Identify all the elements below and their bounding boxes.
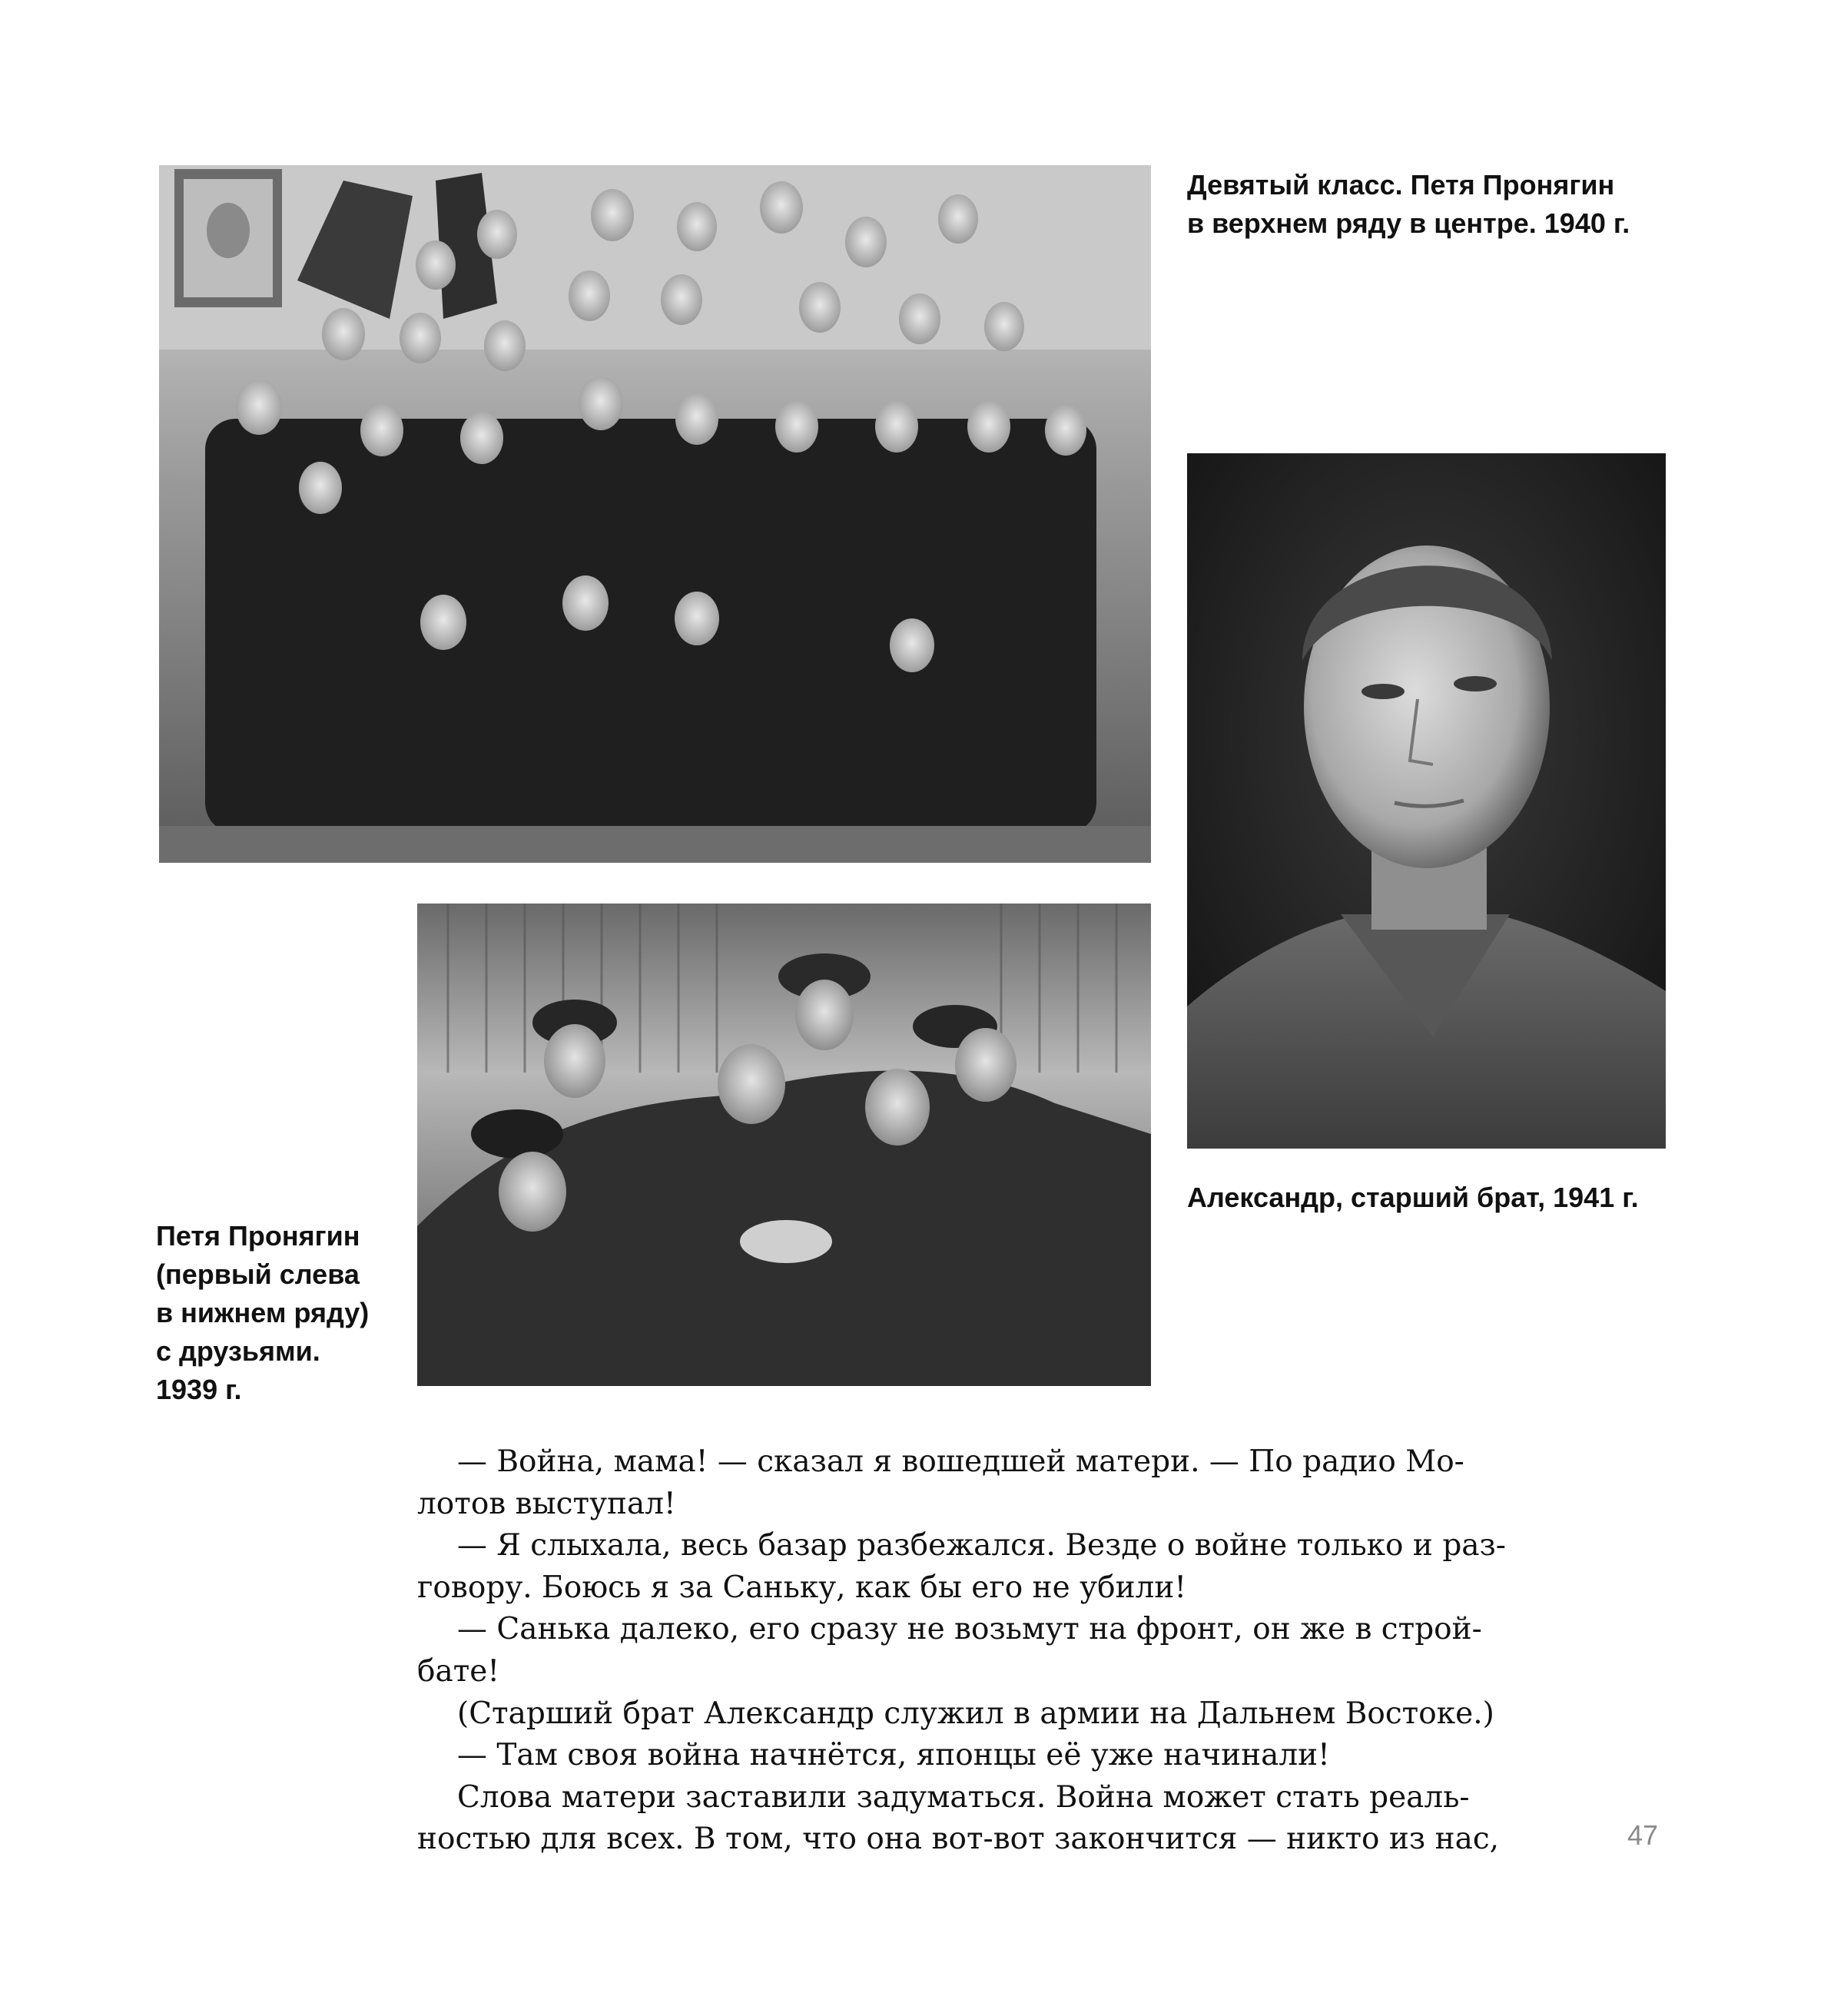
class-group-photo	[159, 165, 1151, 863]
caption-line: Александр, старший брат, 1941 г.	[1187, 1182, 1639, 1213]
page-number: 47	[1627, 1819, 1659, 1851]
caption-line: (первый слева	[156, 1258, 360, 1290]
body-text	[417, 1441, 1506, 1861]
caption-line: Петя Пронягин	[156, 1220, 360, 1252]
caption-line: в нижнем ряду)	[156, 1297, 370, 1328]
body-line: ностью для всех. В том, что она вот-вот закончится — никто из нас,	[417, 1822, 1500, 1857]
caption-line: с друзьями.	[156, 1335, 320, 1367]
body-line: — Санька далеко, его сразу не возьмут на фронт, он же в строй-	[457, 1612, 1482, 1647]
body-line: Слова матери заставили задуматься. Война может стать реаль-	[457, 1779, 1470, 1815]
brother-portrait-caption	[1187, 1179, 1639, 1217]
caption-line: в верхнем ряду в центре. 1940 г.	[1187, 207, 1630, 239]
body-line: говору. Боюсь я за Саньку, как бы его не убили!	[417, 1570, 1187, 1605]
body-line: — Я слыхала, весь базар разбежался. Везде о войне только и раз-	[457, 1528, 1506, 1563]
body-line: — Там своя война начнётся, японцы её уже начинали!	[457, 1738, 1330, 1773]
body-line: — Война, мама! — сказал я вошедшей матери. — По радио Мо-	[457, 1444, 1464, 1479]
brother-portrait-photo	[1187, 453, 1666, 1149]
body-line: лотов выступал!	[417, 1486, 676, 1521]
class-photo-caption	[1187, 166, 1630, 243]
caption-line: Девятый класс. Петя Пронягин	[1187, 169, 1615, 201]
friends-photo-caption	[156, 1217, 369, 1409]
body-line: бате!	[417, 1653, 500, 1689]
body-line: (Старший брат Александр служил в армии на Дальнем Востоке.)	[457, 1696, 1494, 1731]
friends-group-photo	[417, 904, 1151, 1386]
caption-line: 1939 г.	[156, 1374, 242, 1405]
